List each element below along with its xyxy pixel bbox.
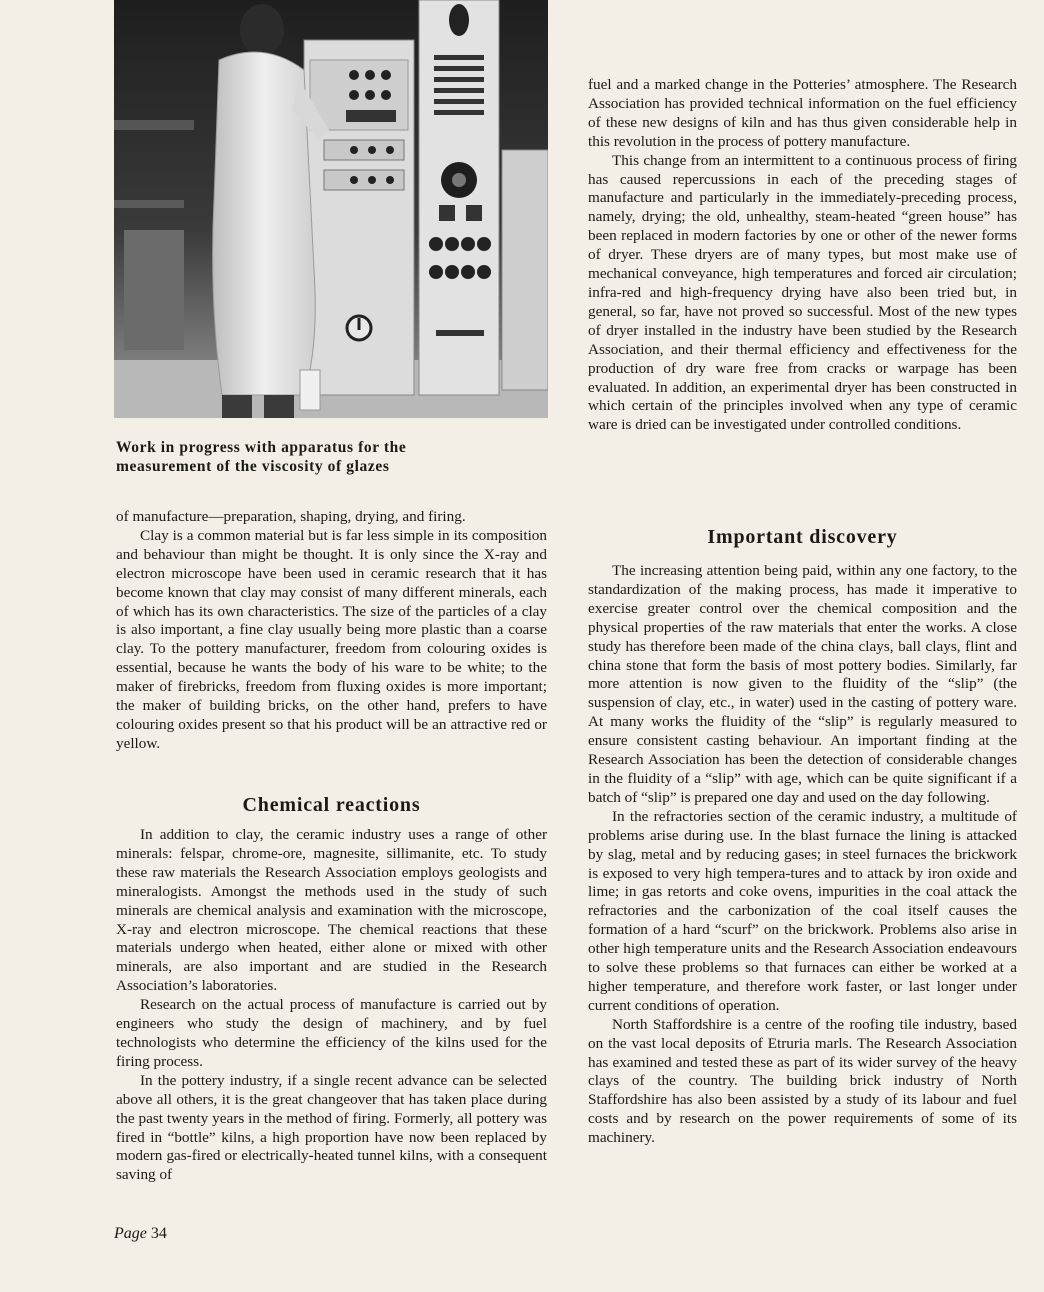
paragraph: In addition to clay, the ceramic industry uses a range of other minerals: felspar, chrome-ore, magnesite, sillimanite, etc. To study these raw materials the Research Association employs geologists and mineralogists. Amongst the methods used in the study of such minerals are chemical analysis and examination with the microscope, X-ray and electron microscope. The chemical reactions that these materials undergo when heated, either alone or mixed with other minerals, are also important and are studied in the Research Association’s laboratories. — [116, 826, 547, 995]
page-number-value: 34 — [150, 1225, 167, 1242]
paragraph: The increasing attention being paid, within any one factory, to the standardization of the making process, has made it imperative to exercise greater control over the chemical composition and the physical properties of the raw materials that enter the works. A close study has therefore been made of the china clays, ball clays, flint and china stone that form the basis of most pottery bodies. Similarly, far more attention is now given to the fluidity of the “slip” (the suspension of clay, etc., in water) used in the casting of pottery ware. At many works the fluidity of the “slip” is regularly measured to ensure consistent casting behaviour. An important finding at the Research Association has been the detection of considerable changes in the fluidity of a “slip” with age, which can be quite significant if a batch of “slip” is prepared one day and used on the day following. — [588, 562, 1017, 806]
viscosity-apparatus-image — [114, 0, 548, 418]
page-number — [114, 1225, 167, 1243]
lab-photograph — [114, 0, 548, 418]
paragraph: In the refractories section of the ceramic industry, a multitude of problems arise during use. In the blast furnace the lining is attacked by slag, metal and by reducing gases; in steel furnaces the brickwork is exposed to very high tempera-tures and to attack by iron oxide and lime; in gas retorts and coke ovens, impurities in the coal attack the refractories and the carbonization of the coal itself causes the formation of a hard “scurf” on the brickwork. Problems also arise in other high temperature units and the Research Association endeavours to solve these problems so that furnaces can either be worked at a higher temperature, and therefore work faster, or last longer under current conditions of operation. — [588, 807, 1017, 1014]
section-heading: Chemical reactions — [242, 794, 421, 816]
paragraph: fuel and a marked change in the Potteries’ atmosphere. The Research Association has provided technical information on the fuel efficiency of these new designs of kiln and has thus given considerable help in this revolution in the process of pottery manufacture. — [588, 76, 1017, 150]
paragraph: of manufacture—preparation, shaping, drying, and firing. — [116, 508, 466, 525]
paragraph: Research on the actual process of manufacture is carried out by engineers who study the design of machinery, and by fuel technologists who determine the efficiency of the kilns used for the firing process. — [116, 996, 547, 1070]
left-column-lower — [116, 826, 547, 1185]
caption-line: Work in progress with apparatus for the — [116, 439, 407, 456]
page-label: Page — [114, 1225, 147, 1242]
paragraph: Clay is a common material but is far less simple in its composition and behaviour than might be thought. It is only since the X-ray and electron microscope have been used in ceramic research that it has become known that clay may consist of many different minerals, each of which has its own characteristics. The size of the particles of a clay is also important, a fine clay usually being more plastic than a coarse clay. To the pottery manufacturer, freedom from colouring oxides is essential, because he wants the body of his ware to be white; to the maker of firebricks, freedom from fluxing oxides is more important; the maker of building bricks, on the other hand, prefers to have colouring oxides present so that his product will be an attractive red or yellow. — [116, 526, 547, 752]
photo-caption — [116, 438, 546, 476]
paragraph: This change from an intermittent to a continuous process of firing has caused repercussions in each of the preceding stages of manufacture and particularly in the immediately-preceding process, namely, drying; the old, unhealthy, steam-heated “green house” has been replaced in modern factories by one or other of the newer forms of dryer. These dryers are of many types, but most make use of mechanical conveyance, high temperatures and forced air circulation; infra-red and high-frequency drying have also been tried but, in general, so far, have not proved so successful. Most of the new types of dryer installed in the industry have been studied by the Research Association, and their thermal efficiency and effectiveness for the production of dry ware free from cracks or warpage has been evaluated. In addition, an experimental dryer has been constructed in which certain of the principles involved when any type of ceramic ware is dried can be investigated under controlled conditions. — [588, 151, 1017, 434]
right-column-lower — [588, 562, 1017, 1148]
left-column-upper — [116, 508, 547, 754]
right-column-upper — [588, 76, 1017, 435]
paragraph: In the pottery industry, if a single recent advance can be selected above all others, it is the great changeover that has taken place during the past twenty years in the method of firing. Formerly, all pottery was fired in “bottle” kilns, a high proportion have now been replaced by modern gas-fired or electrically-heated tunnel kilns, with a consequent saving of — [116, 1071, 547, 1184]
caption-line: measurement of the viscosity of glazes — [116, 458, 390, 475]
paragraph: North Staffordshire is a centre of the roofing tile industry, based on the vast local deposits of Etruria marls. The Research Association has examined and tested these as part of its wider survey of the heavy clays of the country. The building brick industry of North Staffordshire has also been assisted by a study of its labour and fuel costs and by research on the power requirements of some of its machinery. — [588, 1015, 1017, 1147]
section-heading: Important discovery — [707, 526, 898, 548]
